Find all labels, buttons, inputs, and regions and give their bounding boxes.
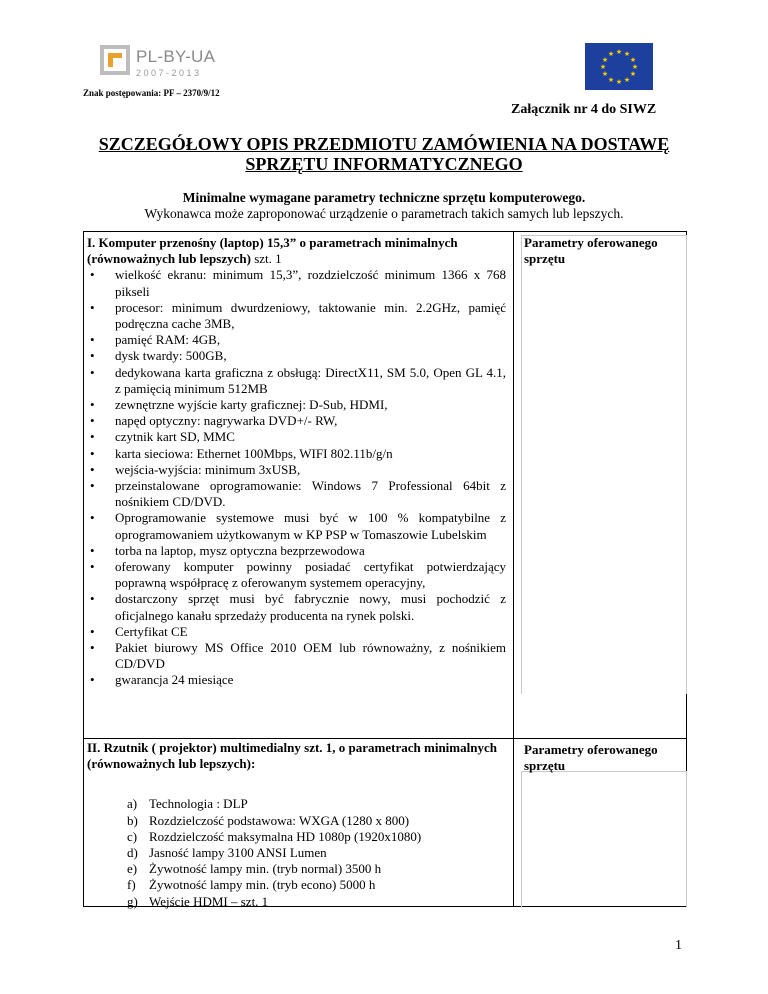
section-1-offered-label: Parametry oferowanego sprzętu — [524, 235, 658, 266]
list-item: c) Rozdzielczość maksymalna HD 1080p (1920x1080) — [127, 828, 422, 844]
list-item: d) Jasność lampy 3100 ANSI Lumen — [127, 845, 327, 861]
section-1-heading-bold: I. Komputer przenośny (laptop) 15,3” o parametrach minimalnych (równoważnych lub lepszych) — [87, 235, 458, 267]
svg-text:★: ★ — [615, 48, 623, 56]
svg-text:★: ★ — [631, 63, 639, 71]
svg-text:★: ★ — [607, 76, 615, 84]
list-item: • procesor: minimum dwurdzeniowy, taktowanie min. 2.2GHz, pamięć podręczna cache 3MB, — [87, 300, 506, 332]
program-logo-years: 2007-2013 — [136, 68, 202, 78]
list-item: • czytnik kart SD, MMC — [87, 429, 506, 445]
svg-text:★: ★ — [629, 56, 637, 64]
subnote: Wykonawca może zaproponować urządzenie o parametrach takich samych lub lepszych. — [144, 206, 624, 221]
list-item: • zewnętrzne wyjście karty graficznej: D-Sub, HDMI, — [87, 397, 506, 413]
svg-text:★: ★ — [599, 63, 607, 71]
list-item: • torba na laptop, mysz optyczna bezprzewodowa — [87, 543, 506, 559]
list-item: • wielkość ekranu: minimum 15,3”, rozdzielczość minimum 1366 x 768 pikseli — [87, 267, 506, 299]
annex-label: Załącznik nr 4 do SIWZ — [511, 102, 657, 117]
svg-text:★: ★ — [623, 50, 631, 58]
list-item: • napęd optyczny: nagrywarka DVD+/- RW, — [87, 413, 506, 429]
program-logo-mark-icon — [100, 45, 130, 75]
document-title — [40, 134, 728, 174]
section-1-list — [87, 267, 506, 688]
title-line-1: SZCZEGÓŁOWY OPIS PRZEDMIOTU ZAMÓWIENIA NA DOSTAWĘ — [98, 134, 670, 154]
section-2-list — [87, 796, 506, 909]
list-item: e) Żywotność lampy min. (tryb normal) 3500 h — [127, 861, 382, 877]
svg-text:★: ★ — [615, 78, 623, 86]
list-item: a) Technologia : DLP — [127, 796, 248, 812]
section-1 — [87, 235, 506, 689]
list-item: b) Rozdzielczość podstawowa: WXGA (1280 x 800) — [127, 812, 410, 828]
specification-table — [83, 231, 687, 907]
list-item: g) Wejście HDMI – szt. 1 — [127, 893, 269, 909]
list-item: • gwarancja 24 miesiące — [87, 672, 506, 688]
page-number: 1 — [675, 938, 682, 953]
list-item: f) Żywotność lampy min. (tryb econo) 5000 h — [127, 877, 376, 893]
program-logo — [100, 45, 216, 83]
procedure-reference: Znak postępowania: PF – 2370/9/12 — [83, 88, 220, 98]
svg-text:★: ★ — [601, 56, 609, 64]
svg-text:★: ★ — [601, 70, 609, 78]
list-item: • przeinstalowane oprogramowanie: Windows 7 Professional 64bit z nośnikiem CD/DVD. — [87, 478, 506, 510]
section-2-heading: II. Rzutnik ( projektor) multimedialny szt. 1, o parametrach minimalnych (równoważnych lub lepszych): — [87, 740, 497, 772]
section-1-heading — [87, 235, 506, 267]
title-line-2: SPRZĘTU INFORMATYCZNEGO — [245, 154, 523, 174]
list-item: • Certyfikat CE — [87, 624, 506, 640]
svg-text:★: ★ — [607, 50, 615, 58]
column-divider — [513, 232, 514, 906]
program-logo-text: PL-BY-UA — [136, 47, 216, 66]
section-1-heading-tail: szt. 1 — [250, 251, 282, 267]
eu-flag-icon — [585, 43, 653, 90]
svg-text:★: ★ — [629, 70, 637, 78]
list-item: • Pakiet biurowy MS Office 2010 OEM lub równoważny, z nośnikiem CD/DVD — [87, 640, 506, 672]
row-divider — [84, 738, 686, 739]
list-item: • pamięć RAM: 4GB, — [87, 332, 506, 348]
list-item: • Oprogramowanie systemowe musi być w 100 % kompatybilne z oprogramowaniem użytkowanym w KP PSP w Tomaszowie Lubelskim — [87, 510, 506, 542]
list-item: • dostarczony sprzęt musi być fabrycznie nowy, musi pochodzić z oficjalnego kanału sprzedaży producenta na rynek polski. — [87, 591, 506, 623]
svg-text:★: ★ — [623, 76, 631, 84]
offered-params-cell-2 — [521, 771, 687, 907]
offered-params-cell-1 — [521, 235, 687, 694]
subtitle: Minimalne wymagane parametry techniczne sprzętu komputerowego. — [182, 190, 586, 205]
list-item: • dedykowana karta graficzna z obsługą: DirectX11, SM 5.0, Open GL 4.1, z pamięcią minimum 512MB — [87, 365, 506, 397]
list-item: • wejścia-wyjścia: minimum 3xUSB, — [87, 462, 506, 478]
list-item: • dysk twardy: 500GB, — [87, 348, 506, 364]
section-2-offered-label: Parametry oferowanego sprzętu — [524, 742, 658, 773]
section-2 — [87, 740, 506, 910]
list-item: • oferowany komputer powinny posiadać certyfikat potwierdzający poprawną współpracę z oferowanym systemem operacyjny, — [87, 559, 506, 591]
list-item: • karta sieciowa: Ethernet 100Mbps, WIFI 802.11b/g/n — [87, 446, 506, 462]
